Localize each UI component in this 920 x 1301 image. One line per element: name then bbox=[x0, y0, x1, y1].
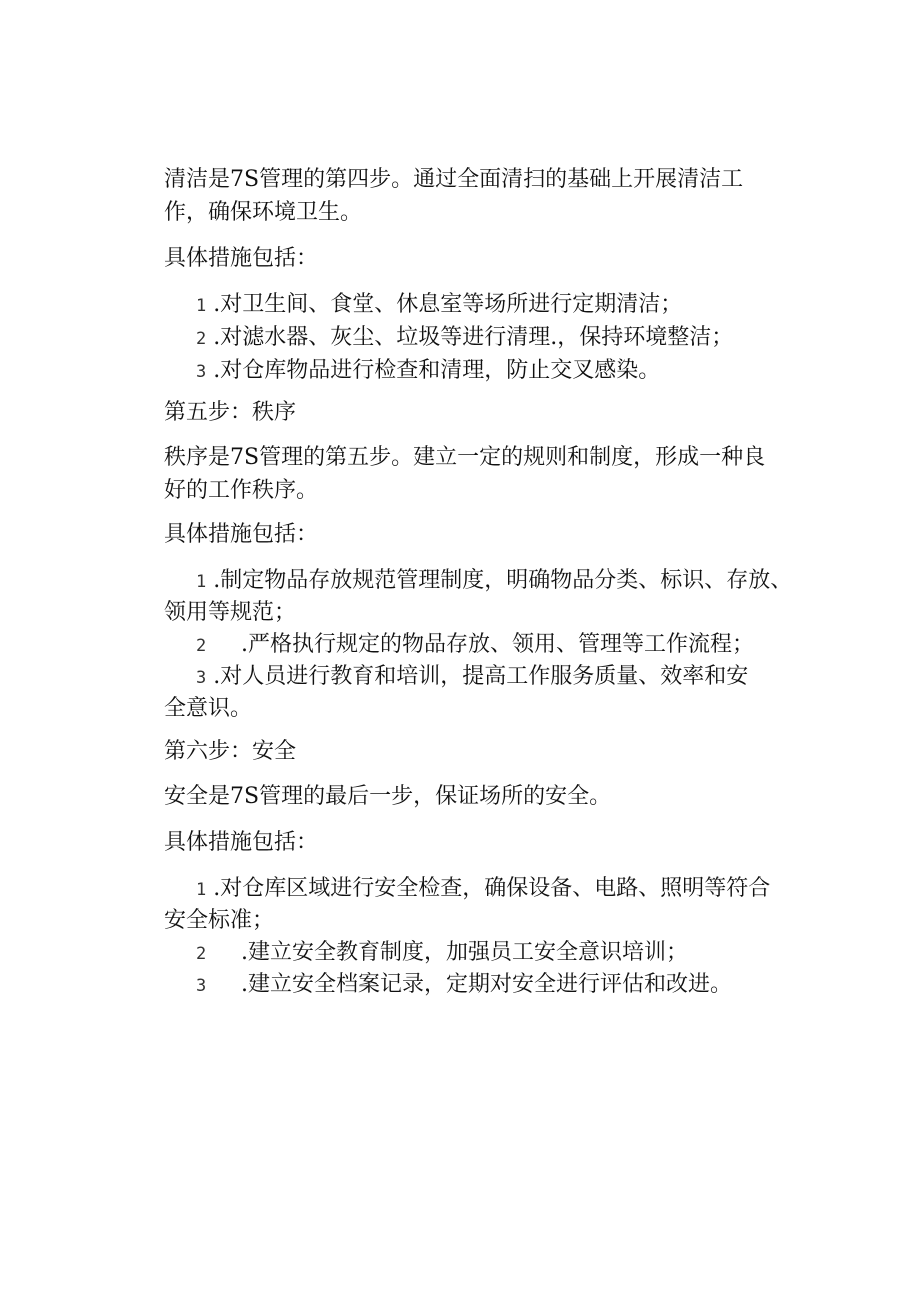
list-item-number: 3 bbox=[196, 976, 207, 996]
step6-measures-label: 具体措施包括： bbox=[164, 830, 319, 855]
list-item-text: .对仓库区域进行安全检查，确保设备、电路、照明等符合 bbox=[213, 876, 771, 901]
list-item-text: .建立安全档案记录，定期对安全进行评估和改进。 bbox=[241, 972, 732, 997]
list-item-number: 1 bbox=[196, 572, 207, 592]
list-item-text: .建立安全教育制度，加强员工安全意识培训； bbox=[241, 940, 688, 965]
list-item-number: 1 bbox=[196, 296, 207, 316]
list-item-text: .对仓库物品进行检查和清理，防止交叉感染。 bbox=[213, 358, 661, 383]
list-item bbox=[196, 323, 733, 354]
list-item-number: 2 bbox=[196, 944, 207, 964]
list-item-text: .对卫生间、食堂、休息室等场所进行定期清洁； bbox=[213, 292, 683, 317]
list-item-text: .严格执行规定的物品存放、领用、管理等工作流程； bbox=[241, 632, 754, 657]
list-item-continuation: 全意识。 bbox=[164, 696, 253, 721]
step5-intro-line1: 秩序是7S管理的第五步。建立一定的规则和制度，形成一种良 bbox=[164, 445, 766, 470]
list-item bbox=[196, 630, 754, 661]
list-item-continuation: 领用等规范； bbox=[164, 600, 297, 625]
step4-intro-line1: 清洁是7S管理的第四步。通过全面清扫的基础上开展清洁工 bbox=[164, 167, 744, 192]
step6-intro-line1: 安全是7S管理的最后一步，保证场所的安全。 bbox=[164, 784, 612, 809]
step4-measures-label: 具体措施包括： bbox=[164, 246, 319, 271]
list-item-number: 2 bbox=[196, 636, 207, 656]
list-item-text: .对人员进行教育和培训，提高工作服务质量、效率和安 bbox=[213, 664, 749, 689]
step5-heading: 第五步：秩序 bbox=[164, 400, 297, 425]
list-item bbox=[196, 874, 770, 905]
list-item-number: 1 bbox=[196, 880, 207, 900]
list-item bbox=[196, 662, 748, 693]
list-item-text: .对滤水器、灰尘、垃圾等进行清理.，保持环境整洁； bbox=[213, 325, 734, 350]
step4-intro-line2: 作，确保环境卫生。 bbox=[164, 200, 363, 225]
list-item bbox=[196, 566, 792, 597]
step5-measures-label: 具体措施包括： bbox=[164, 522, 319, 547]
list-item bbox=[196, 938, 688, 969]
step5-intro-line2: 好的工作秩序。 bbox=[164, 478, 319, 503]
list-item-number: 2 bbox=[196, 329, 207, 349]
list-item-number: 3 bbox=[196, 362, 207, 382]
list-item-number: 3 bbox=[196, 668, 207, 688]
list-item bbox=[196, 970, 732, 1001]
list-item bbox=[196, 290, 682, 321]
list-item-text: .制定物品存放规范管理制度，明确物品分类、标识、存放、 bbox=[213, 568, 793, 593]
list-item-continuation: 安全标准； bbox=[164, 908, 275, 933]
list-item bbox=[196, 356, 660, 387]
step6-heading: 第六步：安全 bbox=[164, 739, 297, 764]
